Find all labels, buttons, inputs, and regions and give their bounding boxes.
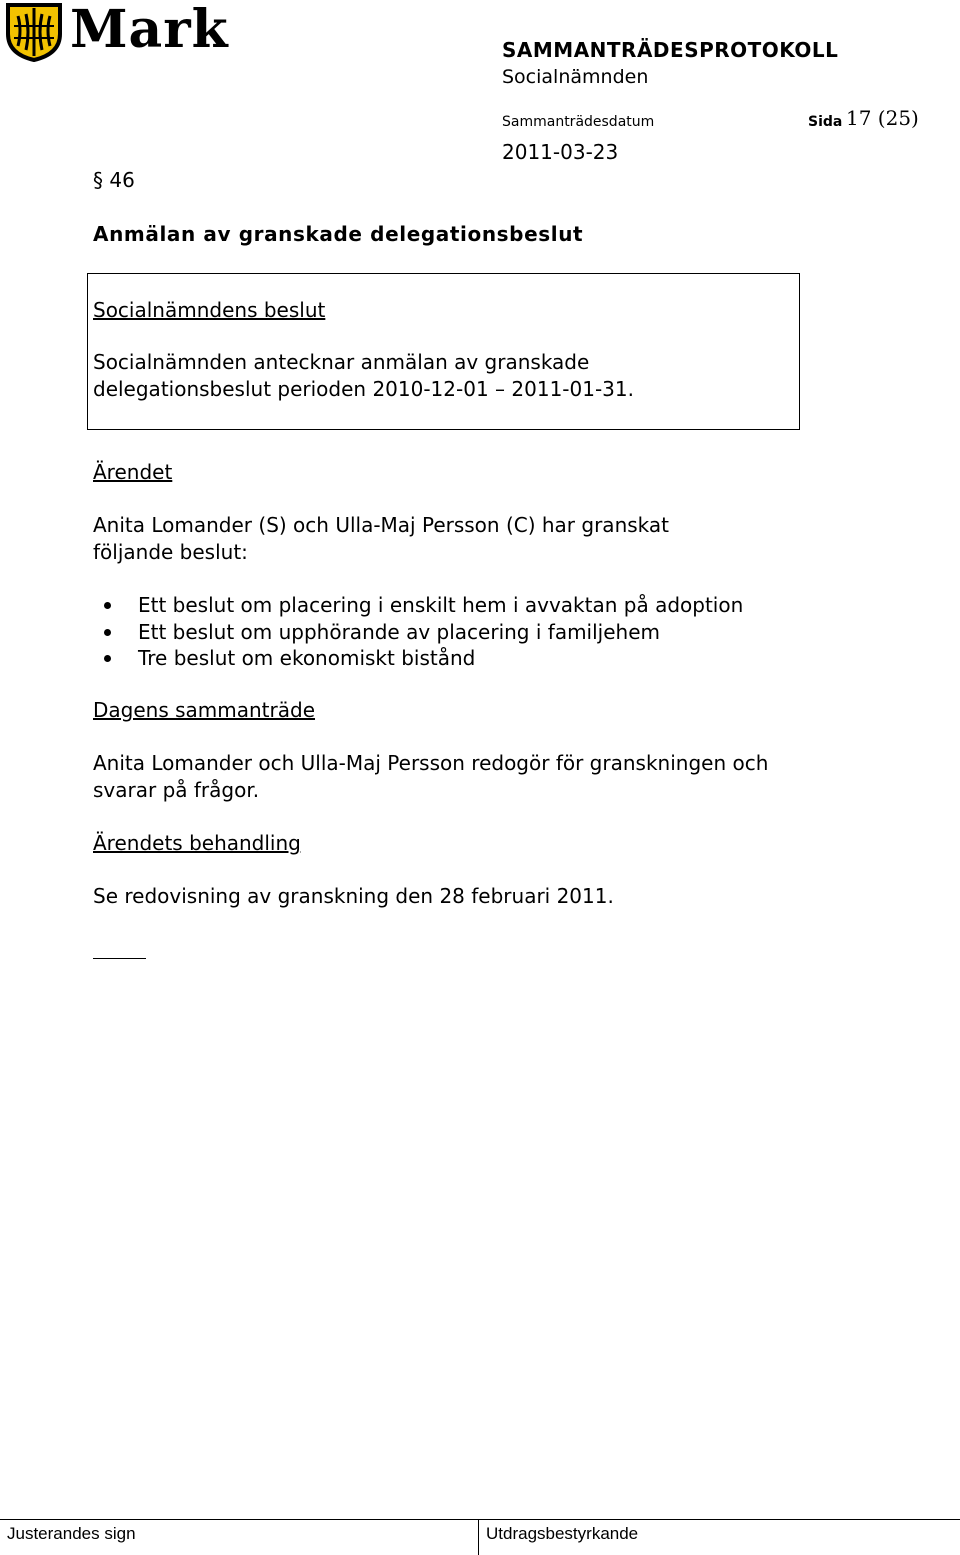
list-item: Ett beslut om upphörande av placering i familjehem [93,619,743,646]
arendet-line-1: Anita Lomander (S) och Ulla-Maj Persson (C) har granskat [93,513,669,537]
decision-list [93,592,743,672]
list-item: Ett beslut om placering i enskilt hem i avvaktan på adoption [93,592,743,619]
footer-signature-label: Justerandes sign [7,1524,136,1543]
list-item: Tre beslut om ekonomiskt bistånd [93,645,743,672]
decision-line-2: delegationsbeslut perioden 2010-12-01 – 2011-01-31. [93,377,634,401]
decision-line-1: Socialnämnden antecknar anmälan av granskade [93,350,590,374]
page-number: 17 (25) [846,106,919,130]
footer-certification-label: Utdragsbestyrkande [486,1524,639,1543]
dagens-line-1: Anita Lomander och Ulla-Maj Persson redogör för granskningen och [93,751,769,775]
behandling-title: Ärendets behandling [93,831,301,855]
logo-wordmark: Mark [70,0,229,60]
footer-rule [0,1519,960,1520]
municipal-shield-icon [8,5,60,60]
paragraph-number: § 46 [93,168,135,192]
dagens-title: Dagens sammanträde [93,698,316,722]
document-title: SAMMANTRÄDESPROTOKOLL [502,38,839,62]
committee-name: Socialnämnden [502,66,649,88]
arendet-line-2: följande beslut: [93,540,248,564]
dagens-line-2: svarar på frågor. [93,778,260,802]
item-heading: Anmälan av granskade delegationsbeslut [93,222,584,246]
meeting-date: 2011-03-23 [502,140,619,164]
page-label: Sida [808,114,843,130]
behandling-line-1: Se redovisning av granskning den 28 februari 2011. [93,884,614,908]
meeting-date-label: Sammanträdesdatum [502,114,655,130]
footer-separator [478,1519,479,1555]
end-divider [93,958,146,959]
arendet-title: Ärendet [93,460,173,484]
decision-title: Socialnämndens beslut [93,298,326,322]
